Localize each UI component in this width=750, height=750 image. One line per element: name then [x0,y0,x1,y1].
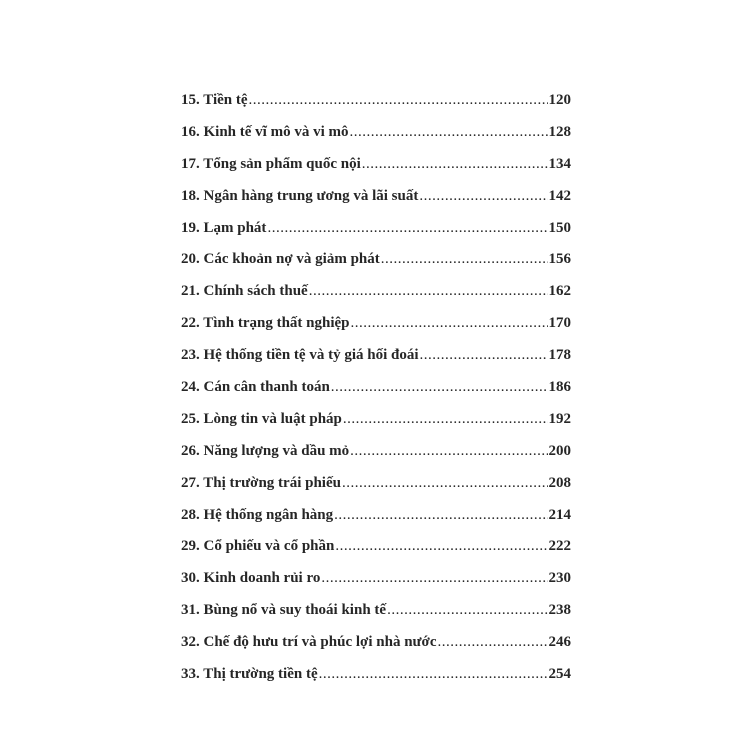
dot-leader [342,475,548,492]
toc-entry [181,156,571,188]
toc-entry [181,507,571,539]
toc-entry-page: 178 [548,347,571,364]
toc-entry-title: 27. Thị trường trái phiếu [181,474,341,491]
dot-leader [321,570,547,587]
toc-entry-page: 238 [548,602,571,619]
toc-entry-page: 254 [548,666,571,683]
toc-entry [181,666,571,698]
toc-entry [181,602,571,634]
toc-entry-page: 214 [548,506,571,523]
dot-leader [343,411,548,428]
toc-entry [181,538,571,570]
toc-entry [181,411,571,443]
dot-leader [438,634,548,651]
toc-entry-page: 170 [548,315,571,332]
toc-entry [181,92,571,124]
toc-entry-title: 26. Năng lượng và dầu mỏ [181,442,350,459]
dot-leader [267,220,547,237]
dot-leader [420,347,548,364]
toc-entry-title: 29. Cổ phiếu và cổ phần [181,538,335,555]
toc-entry-title: 20. Các khoản nợ và giảm phát [181,251,380,268]
toc-entry-title: 30. Kinh doanh rủi ro [181,570,321,587]
toc-entry [181,315,571,347]
dot-leader [381,251,548,268]
toc-entry-title: 22. Tình trạng thất nghiệp [181,315,350,332]
toc-entry [181,379,571,411]
toc-entry-page: 142 [548,187,571,204]
dot-leader [331,379,548,396]
toc-entry-title: 31. Bùng nổ và suy thoái kinh tế [181,602,387,619]
toc-entry-title: 18. Ngân hàng trung ương và lãi suất [181,187,419,204]
toc-entry-title: 19. Lạm phát [181,219,267,236]
toc-entry-page: 246 [548,634,571,651]
toc-entry-page: 186 [548,379,571,396]
toc-entry-title: 32. Chế độ hưu trí và phúc lợi nhà nước [181,634,437,651]
dot-leader [362,156,548,173]
table-of-contents [181,92,571,698]
toc-entry [181,251,571,283]
dot-leader [334,507,547,524]
toc-entry-title: 16. Kinh tế vĩ mô và vi mô [181,123,349,140]
toc-entry-page: 128 [548,123,571,140]
dot-leader [309,283,548,300]
toc-entry [181,443,571,475]
toc-entry [181,634,571,666]
toc-entry-page: 150 [548,219,571,236]
toc-entry [181,475,571,507]
toc-entry-title: 28. Hệ thống ngân hàng [181,506,334,523]
toc-entry-title: 21. Chính sách thuế [181,283,308,300]
toc-entry-page: 192 [548,410,571,427]
dot-leader [249,92,548,109]
toc-entry-page: 162 [548,283,571,300]
toc-entry-page: 230 [548,570,571,587]
toc-entry [181,347,571,379]
toc-entry-page: 120 [548,92,571,108]
dot-leader [419,188,547,205]
toc-entry-title: 25. Lòng tin và luật pháp [181,410,342,427]
toc-entry [181,283,571,315]
toc-entry-title: 33. Thị trường tiền tệ [181,666,318,683]
toc-entry-page: 222 [548,538,571,555]
dot-leader [350,443,547,460]
toc-entry-page: 134 [548,155,571,172]
toc-entry-title: 23. Hệ thống tiền tệ và tỷ giá hối đoái [181,347,419,364]
dot-leader [351,315,548,332]
toc-entry-page: 208 [548,474,571,491]
dot-leader [387,602,547,619]
toc-entry-page: 156 [548,251,571,268]
toc-entry-page: 200 [548,442,571,459]
toc-entry [181,570,571,602]
dot-leader [335,538,547,555]
toc-entry [181,188,571,220]
dot-leader [350,124,548,141]
toc-entry-title: 15. Tiền tệ [181,92,248,108]
toc-entry-title: 17. Tổng sản phẩm quốc nội [181,155,361,172]
dot-leader [319,666,548,683]
toc-entry-title: 24. Cán cân thanh toán [181,379,330,396]
toc-entry [181,220,571,252]
toc-entry [181,124,571,156]
